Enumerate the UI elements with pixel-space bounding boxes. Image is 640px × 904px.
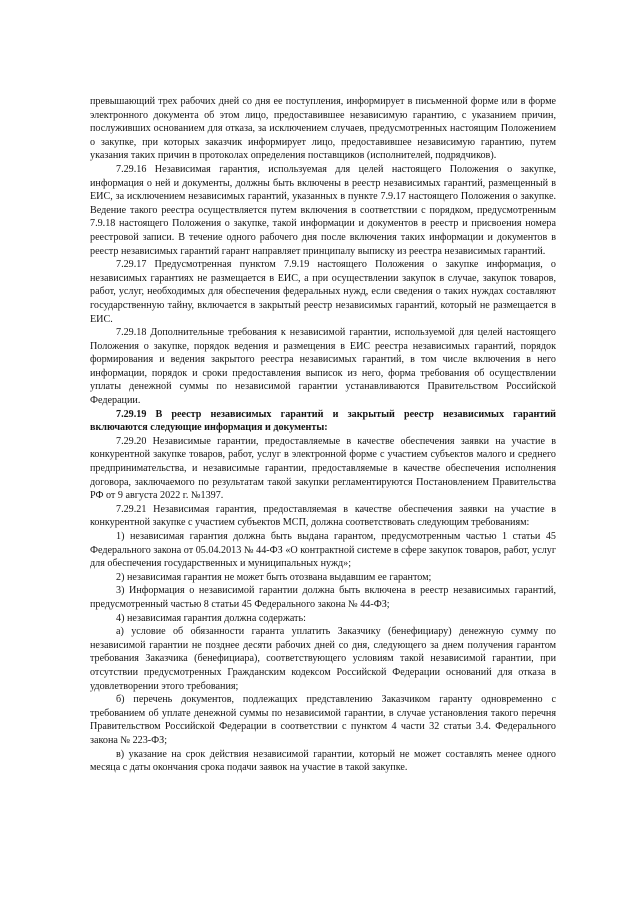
list-item-1: 1) независимая гарантия должна быть выдана гарантом, предусмотренным частью 1 статьи 45 Федерального закона от 05.04.2013 № 44-ФЗ «О контрактной системе в сфере закупок товаров, работ, услуг для обеспечения государственных и муниципальных нужд»; xyxy=(90,531,556,570)
list-item-3: 3) Информация о независимой гарантии должна быть включена в реестр независимых гарантий, предусмотренный частью 8 статьи 45 Федерального закона № 44-ФЗ; xyxy=(90,585,556,610)
list-item-4b: б) перечень документов, подлежащих представлению Заказчиком гаранту одновременно с требованием об уплате денежной суммы по независимой гарантии, в случае установления такого перечня Правительством Российской Федерации в соответствии с пунктом 4 части 32 статьи 3.4. Федерального закона № 223-ФЗ; xyxy=(90,694,556,746)
paragraph-7-29-21: 7.29.21 Независимая гарантия, предоставляемая в качестве обеспечения заявки на участие в конкурентной закупке с участием субъектов МСП, должна соответствовать следующим требованиям: xyxy=(90,503,556,529)
paragraph-7-29-20: 7.29.20 Независимые гарантии, предоставляемые в качестве обеспечения заявки на участие в конкурентной закупке товаров, работ, услуг в электронной форме с участием субъектов малого и среднего предпринимательства, и независимые гарантии, предоставляемые в качестве обеспечения исполнения договора, заключаемого по результатам такой закупки регламентируются Постановлением Правительства РФ от 9 августа 2022 г. №1397. xyxy=(90,435,556,502)
list-item-4a: а) условие об обязанности гаранта уплатить Заказчику (бенефициару) денежную сумму по независимой гарантии не позднее десяти рабочих дней со дня, следующего за днем получения гарантом требования Заказчика (бенефициара), соответствующего условиям такой независимой гарантии, при отсутствии предусмотренных Гражданским кодексом Российской Федерации оснований для отказа в удовлетворении этого требования; xyxy=(90,626,556,692)
paragraph-7-29-18: 7.29.18 Дополнительные требования к независимой гарантии, используемой для целей настоящего Положения о закупке, порядок ведения и размещения в ЕИС реестра независимых гарантий, порядок формирования и ведения закрытого реестра независимых гарантий, в том числе включения в него информации, порядок и сроки предоставления выписок из него, форма требования об осуществлении уплаты денежной суммы по независимой гарантии устанавливаются Правительством Российской Федерации. xyxy=(90,327,556,407)
paragraph-continuation: превышающий трех рабочих дней со дня ее поступления, информирует в письменной форме или в форме электронного документа об этом лицо, предоставившее независимую гарантию, с указанием причин, послуживших основанием для отказа, за исключением случаев, предусмотренных настоящим Положением о закупке, при которых заказчик информирует лицо, предоставившее независимую гарантию, путем указания таких причин в протоколах определения поставщиков (исполнителей, подрядчиков). xyxy=(90,96,556,162)
paragraph-7-29-17: 7.29.17 Предусмотренная пунктом 7.9.19 настоящего Положения о закупке информация, о независимых гарантиях не размещается в ЕИС, а при осуществлении закупок в случае, закупок товаров, работ, услуг, необходимых для обеспечения федеральных нужд, если сведения о таких нуждах составляют государственную тайну, включается в закрытый реестр независимых гарантий, который не размещается в ЕИС. xyxy=(90,259,556,325)
document-body xyxy=(90,95,556,775)
list-item-4: 4) независимая гарантия должна содержать: xyxy=(116,612,306,624)
paragraph-7-29-19-heading: 7.29.19 В реестр независимых гарантий и закрытый реестр независимых гарантий включаются следующие информация и документы: xyxy=(90,408,556,434)
list-item-2: 2) независимая гарантия не может быть отозвана выдавшим ее гарантом; xyxy=(116,571,432,583)
list-item-4c: в) указание на срок действия независимой гарантии, который не может составлять менее одного месяца с даты окончания срока подачи заявок на участие в такой закупке. xyxy=(90,748,556,774)
paragraph-7-29-16: 7.29.16 Независимая гарантия, используемая для целей настоящего Положения о закупке, информация о ней и документы, должны быть включены в реестр независимых гарантий, размещенный в ЕИС, за исключением независимых гарантий, указанных в пункте 7.9.17 настоящего Положения о закупке. Ведение такого реестра осуществляется путем включения в соответствии с порядком, предусмотренным 7.9.18 настоящего Положения о закупке, такой информации и документов в реестр и присвоения номера реестровой записи. В течение одного рабочего дня после включения таких информации и документов в реестр независимых гарантий гарант направляет принципалу выписку из реестра независимых гарантий. xyxy=(90,163,556,257)
